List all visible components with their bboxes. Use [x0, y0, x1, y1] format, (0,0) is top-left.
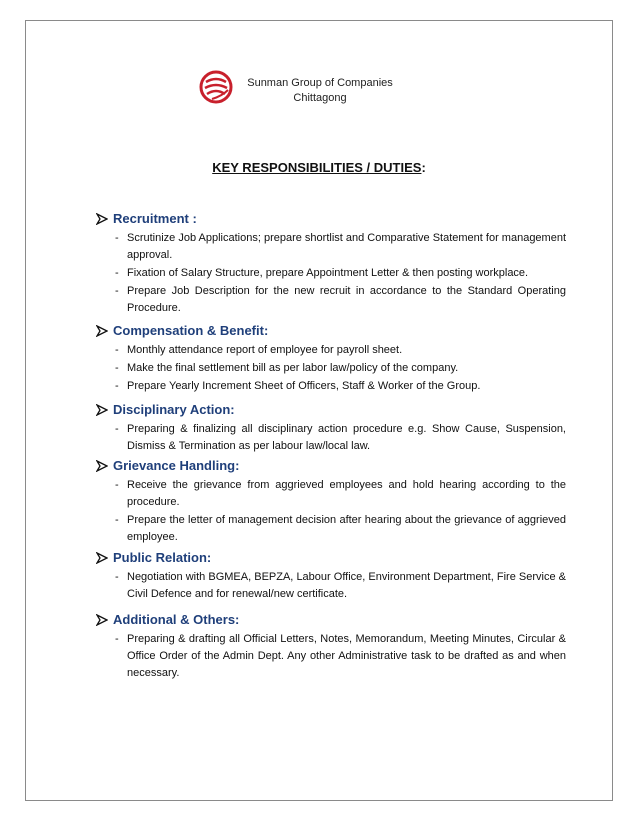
section-title-text: Disciplinary Action: — [113, 402, 235, 417]
company-name: Sunman Group of Companies — [247, 77, 393, 89]
section-title-text: Recruitment : — [113, 211, 197, 226]
list-item: - Receive the grievance from aggrieved employees and hold hearing according to the procedure. — [96, 477, 566, 511]
section-title — [96, 322, 566, 340]
list-item-text: Make the final settlement bill as per labor law/policy of the company. — [127, 362, 459, 374]
section-title-text: Additional & Others: — [113, 612, 240, 627]
page-title — [0, 160, 638, 175]
arrow-bullet-icon — [96, 404, 108, 416]
list-item-text: Monthly attendance report of employee for payroll sheet. — [127, 344, 403, 356]
section-additional — [96, 611, 566, 683]
list-item-text: Receive the grievance from aggrieved employees and hold hearing according to the procedure. — [127, 479, 566, 508]
list-item: - Preparing & drafting all Official Letters, Notes, Memorandum, Meeting Minutes, Circular & Office Order of the Admin Dept. Any other Administrative task to be drafted as and when necessary. — [96, 631, 566, 682]
section-title-text: Grievance Handling: — [113, 458, 240, 473]
arrow-bullet-icon — [96, 552, 108, 564]
item-list — [96, 342, 566, 395]
arrow-bullet-icon — [96, 213, 108, 225]
arrow-bullet-icon — [96, 325, 108, 337]
list-item: - Preparing & finalizing all disciplinary action procedure e.g. Show Cause, Suspension, Dismiss & Termination as per labour law/local law. — [96, 421, 566, 455]
list-item-text: Preparing & drafting all Official Letters, Notes, Memorandum, Meeting Minutes, Circular & Office Order of the Admin Dept. Any other Administrative task to be drafted as and when necessary. — [127, 633, 566, 679]
section-disciplinary — [96, 401, 566, 456]
section-title — [96, 611, 566, 629]
company-city: Chittagong — [293, 92, 347, 104]
item-list — [96, 421, 566, 455]
list-item-text: Prepare Yearly Increment Sheet of Officers, Staff & Worker of the Group. — [127, 380, 481, 392]
section-title-text: Compensation & Benefit: — [113, 323, 269, 338]
section-title-text: Public Relation: — [113, 550, 212, 565]
list-item: - Negotiation with BGMEA, BEPZA, Labour Office, Environment Department, Fire Service & Civil Defence and for renewal/new certificate. — [96, 569, 566, 603]
section-public-relation — [96, 549, 566, 604]
list-item: - Scrutinize Job Applications; prepare shortlist and Comparative Statement for management approval. — [96, 230, 566, 264]
list-item-text: Scrutinize Job Applications; prepare shortlist and Comparative Statement for management approval. — [127, 232, 567, 261]
item-list — [96, 631, 566, 682]
section-recruitment — [96, 210, 566, 318]
list-item: - Prepare Yearly Increment Sheet of Officers, Staff & Worker of the Group. — [96, 378, 566, 395]
list-item-text: Fixation of Salary Structure, prepare Appointment Letter & then posting workplace. — [127, 267, 529, 279]
list-item: - Fixation of Salary Structure, prepare Appointment Letter & then posting workplace. — [96, 265, 566, 282]
section-title — [96, 210, 566, 228]
section-compensation — [96, 322, 566, 396]
page-title-text: KEY RESPONSIBILITIES / DUTIES — [212, 160, 422, 175]
list-item: - Make the final settlement bill as per labor law/policy of the company. — [96, 360, 566, 377]
list-item-text: Prepare Job Description for the new recruit in accordance to the Standard Operating Procedure. — [127, 285, 566, 314]
list-item: - Prepare the letter of management decision after hearing about the grievance of aggrieved employee. — [96, 512, 566, 546]
list-item: - Prepare Job Description for the new recruit in accordance to the Standard Operating Procedure. — [96, 283, 566, 317]
list-item-text: Negotiation with BGMEA, BEPZA, Labour Office, Environment Department, Fire Service & Civil Defence and for renewal/new certificate. — [127, 571, 566, 600]
section-title — [96, 549, 566, 567]
item-list — [96, 230, 566, 317]
list-item: - Monthly attendance report of employee for payroll sheet. — [96, 342, 566, 359]
section-grievance — [96, 457, 566, 547]
list-item-text: Preparing & finalizing all disciplinary action procedure e.g. Show Cause, Suspension, Dismiss & Termination as per labour law/local law. — [127, 423, 566, 452]
page-title-suffix: : — [421, 160, 426, 175]
item-list — [96, 477, 566, 546]
section-title — [96, 457, 566, 475]
list-item-text: Prepare the letter of management decision after hearing about the grievance of aggrieved employee. — [127, 514, 566, 543]
item-list — [96, 569, 566, 603]
section-title — [96, 401, 566, 419]
company-logo-icon — [198, 68, 234, 106]
company-header — [230, 76, 410, 106]
arrow-bullet-icon — [96, 460, 108, 472]
arrow-bullet-icon — [96, 614, 108, 626]
